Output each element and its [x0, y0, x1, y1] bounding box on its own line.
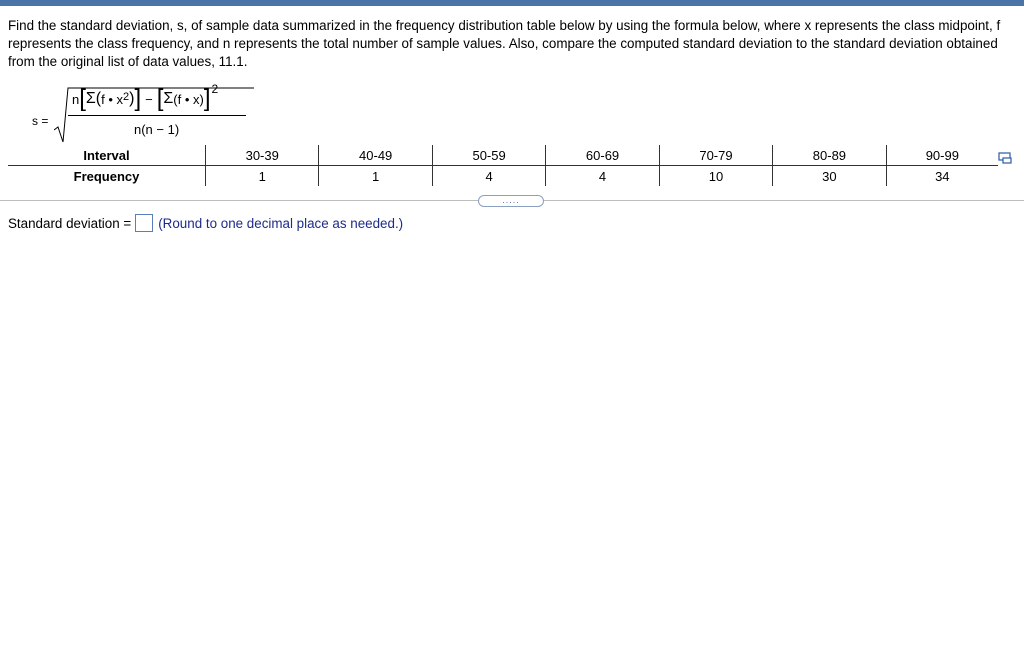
formula-term1: f • x: [101, 91, 124, 107]
answer-label: Standard deviation =: [8, 215, 132, 231]
formula-minus: −: [145, 91, 153, 107]
sigma-symbol-2: Σ: [163, 90, 174, 107]
top-accent-bar: [0, 0, 1024, 6]
formula-lhs: s =: [32, 114, 49, 128]
frequency-cell: 1: [319, 166, 432, 187]
standard-deviation-input[interactable]: [135, 214, 153, 232]
frequency-cell: 1: [206, 166, 319, 187]
interval-cell: 70-79: [659, 145, 772, 166]
formula-n: n: [72, 91, 80, 107]
interval-cell: 90-99: [886, 145, 998, 166]
formula-outer-sup: 2: [211, 82, 219, 96]
interval-cell: 60-69: [546, 145, 659, 166]
formula-denominator: n(n − 1): [134, 122, 180, 137]
interval-cell: 30-39: [206, 145, 319, 166]
frequency-table: [8, 145, 998, 186]
interval-row: [8, 145, 998, 166]
frequency-cell: 4: [546, 166, 659, 187]
frequency-cell: 10: [659, 166, 772, 187]
frequency-label: Frequency: [73, 168, 140, 184]
interval-label: Interval: [8, 145, 206, 166]
frequency-cell: 30: [773, 166, 886, 187]
interval-cell: 50-59: [432, 145, 545, 166]
frequency-cell: 4: [432, 166, 545, 187]
std-dev-formula: [32, 82, 272, 146]
question-text: Find the standard deviation, s, of sample data summarized in the frequency distribution table below by using the formula below, where x represents the class midpoint, f represents the class frequency, and n represents the total number of sample values. Also, compare the computed standard deviation to the standard deviation obtained from the original list of data values, 11.1.: [8, 18, 1001, 69]
formula-term1-sup: 2: [123, 91, 130, 103]
answer-row: [8, 214, 403, 232]
fraction-bar: [68, 115, 246, 116]
expand-table-icon[interactable]: [998, 150, 1012, 164]
sigma-symbol: Σ: [85, 90, 96, 107]
interval-cell: 40-49: [319, 145, 432, 166]
show-more-button[interactable]: .....: [478, 195, 544, 207]
interval-cell: 80-89: [773, 145, 886, 166]
rounding-hint: (Round to one decimal place as needed.): [158, 215, 404, 231]
formula-numerator: n [ Σ ( f • x $^2$ ) ] − [ Σ ( f • x ) ] 2: [72, 82, 219, 112]
frequency-row: [8, 166, 998, 187]
frequency-cell: 34: [886, 166, 998, 187]
formula-term2: f • x: [177, 91, 200, 107]
